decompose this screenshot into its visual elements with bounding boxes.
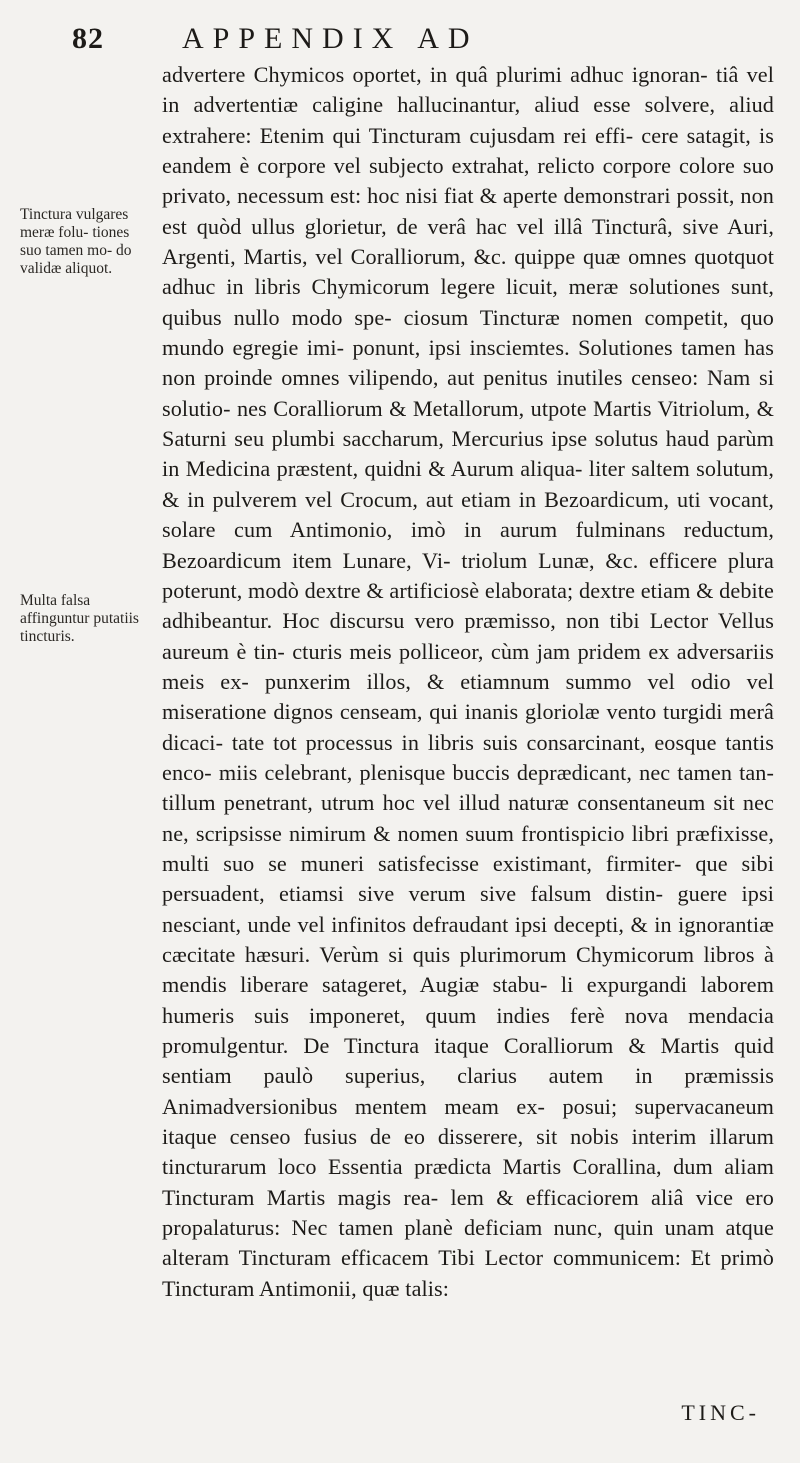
catchword: TINC-	[681, 1400, 760, 1425]
paragraph: advertere Chymicos oportet, in quâ plurimi adhuc ignoran- tiâ vel in advertentiæ caligine hallucinantur, aliud esse solvere, aliud extrahere: Etenim qui Tincturam cujusdam rei effi- cere satagit, is eandem è corpore vel subjecto extrahat, relicto corpore colore suo privato, necessum est: hoc nisi fiat & aperte demonstrari possit, non est quòd ullus glorietur, de verâ hac vel illâ Tincturâ, sive Auri, Argenti, Martis, vel Coralliorum, &c. quippe quæ omnes quotquot adhuc in libris Chymicorum legere licuit, meræ solutiones sunt, quibus nullo modo spe- ciosum Tincturæ nomen competit, quo mundo egregie imi- ponunt, ipsi insciemtes. Solutiones tamen has non proinde omnes vilipendo, aut penitus inutiles censeo: Nam si solutio- nes Coralliorum & Metallorum, utpote Martis Vitriolum, & Saturni seu plumbi saccharum, Mercurius ipse solutus haud parùm in Medicina præstent, quidni & Aurum aliqua- liter saltem solutum, & in pulverem vel Crocum, aut etiam in Bezoardicum, uti vocant, solare cum Antimonio, imò in aurum fulminans reductum, Bezoardicum item Lunare, Vi- triolum Lunæ, &c. efficere plura poterunt, modò dextre & artificiosè elaborata; dextre etiam & debite adhibeantur. Hoc discursu vero præmisso, non tibi Lector Vellus aureum è tin- cturis meis polliceor, cùm jam pridem ex adversariis meis ex- punxerim illos, & etiamnum summo vel odio vel miseratione dignos censeam, qui inanis gloriolæ vento turgidi merâ dicaci- tate tot processus in libris suis consarcinant, eosque tantis enco- miis celebrant, plenisque buccis deprædicant, nec tamen tan- tillum penetrant, utrum hoc vel illud naturæ consentaneum sit nec ne, scripsisse nimirum & nomen suum frontispicio libri præfixisse, multi suo se muneri satisfecisse existimant, firmiter- que sibi persuadent, etiamsi sive verum sive falsum distin- guere ipsi nesciant, unde vel infinitos defraudant ipsi decepti, & in ignorantiæ cæcitate hæsuri. Verùm si quis plurimorum Chymicorum libros à mendis liberare satageret, Augiæ stabu- li expurgandi laborem humeris suis imponeret, quum indies ferè nova mendacia promulgentur. De Tinctura itaque Coralliorum & Martis quid sentiam paulò superius, clarius autem in præmissis Animadversionibus mentem meam ex- posui; supervacaneum itaque censeo fusius de eo disserere, sit nobis interim illarum tincturarum loco Essentia prædicta Martis Corallina, dum aliam Tincturam Martis magis rea- lem & efficaciorem aliâ vice ero propalaturus: Nec tamen planè deficiam nunc, quin unam atque alteram Tincturam efficacem Tibi Lector communicem: Et primò Tincturam Antimonii, quæ talis:	[162, 62, 774, 1301]
running-head: APPENDIX AD	[182, 22, 479, 55]
page-number: 82	[72, 22, 104, 55]
margin-note-multa-falsa: Multa falsa affinguntur putatiis tincturis.	[20, 592, 139, 645]
margin-note-tinctura: Tinctura vulgares meræ folu- tiones suo tamen mo- do validæ aliquot.	[20, 206, 132, 277]
page-header	[72, 22, 760, 56]
body-text	[162, 60, 774, 1304]
